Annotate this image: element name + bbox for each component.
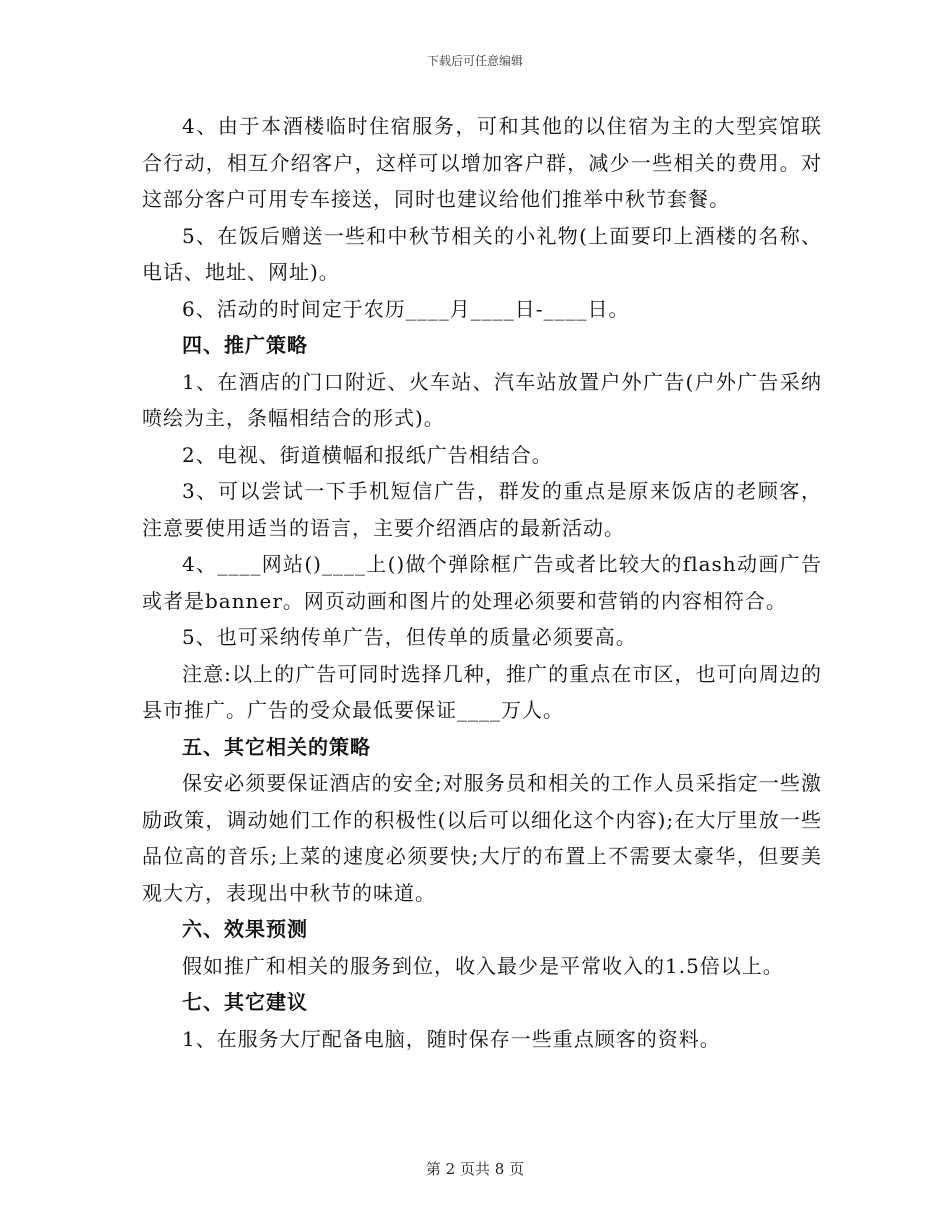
- section-heading-suggestions: 七、其它建议: [182, 990, 308, 1014]
- paragraph-accommodation-partnership: 4、由于本酒楼临时住宿服务，可和其他的以住宿为主的大型宾馆联合行动，相互介绍客户，这样可以增加客户群，减少一些相关的费用。对这部分客户可用专车接送，同时也建议给他们推举中秋节套餐。: [142, 114, 822, 211]
- paragraph-outdoor-ads: 1、在酒店的门口附近、火车站、汽车站放置户外广告(户外广告采纳喷绘为主，条幅相结合的形式)。: [142, 369, 822, 430]
- paragraph-gifts: 5、在饭后赠送一些和中秋节相关的小礼物(上面要印上酒楼的名称、电话、地址、网址)。: [142, 223, 822, 284]
- paragraph-web-ads: 4、____网站()____上()做个弹除框广告或者比较大的flash动画广告或者是banner。网页动画和图片的处理必须要和营销的内容相符合。: [142, 552, 822, 613]
- paragraph-forecast: 假如推广和相关的服务到位，收入最少是平常收入的1.5倍以上。: [182, 953, 784, 978]
- document-body: [142, 108, 822, 1057]
- paragraph-ad-note: 注意:以上的广告可同时选择几种，推广的重点在市区，也可向周边的县市推广。广告的受众最低要保证____万人。: [142, 661, 822, 722]
- paragraph-sms-ads: 3、可以尝试一下手机短信广告，群发的重点是原来饭店的老顾客，注意要使用适当的语言，主要介绍酒店的最新活动。: [142, 479, 822, 540]
- paragraph-tv-ads: 2、电视、街道横幅和报纸广告相结合。: [182, 442, 553, 467]
- page-header: 下载后可任意编辑: [426, 54, 523, 68]
- section-heading-other-strategies: 五、其它相关的策略: [182, 734, 371, 759]
- section-heading-forecast: 六、效果预测: [182, 917, 308, 941]
- paragraph-flyer-ads: 5、也可采纳传单广告，但传单的质量必须要高。: [182, 625, 637, 649]
- paragraph-security-service: 保安必须要保证酒店的安全;对服务员和相关的工作人员采指定一些激励政策，调动她们工作的积极性(以后可以细化这个内容);在大厅里放一些品位高的音乐;上菜的速度必须要快;大厅的布置上不需要太豪华，但要美观大方，表现出中秋节的味道。: [142, 771, 822, 905]
- paragraph-event-time: 6、活动的时间定于农历____月____日-____日。: [182, 296, 630, 321]
- paragraph-computer-records: 1、在服务大厅配备电脑，随时保存一些重点顾客的资料。: [182, 1026, 721, 1051]
- page-footer: 第 2 页共 8 页: [425, 1160, 525, 1178]
- section-heading-promotion: 四、推广策略: [182, 333, 308, 357]
